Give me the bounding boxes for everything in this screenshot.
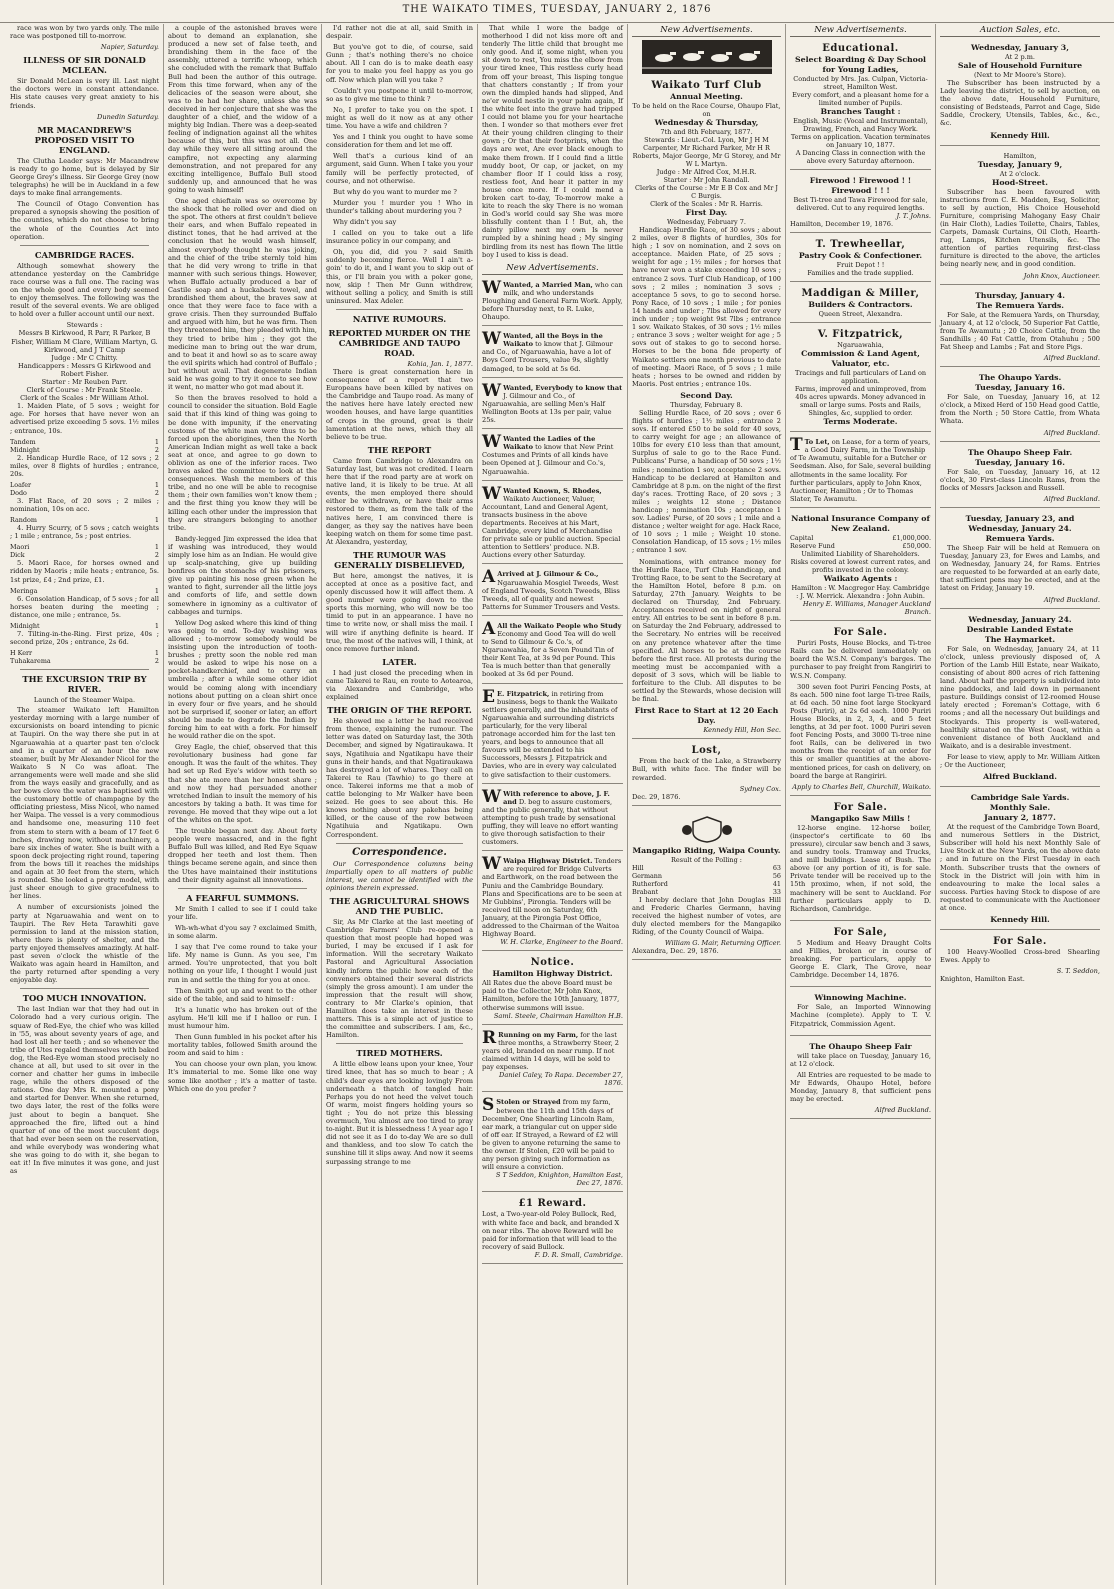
article-text: The Clutha Leader says: Mr Macandrew is ready to go home, but is delayed by Sir George Grey's illness. Sir George Grey (now telegraphs) he will be in Auckland in a few days to make final arrangements. [10, 156, 159, 198]
race-entry: 6. Consolation Handicap, of 5 sovs ; for all horses beaten during the meeting ; distance, one mile ; entrance, 5s. [10, 594, 159, 619]
firewood-advertisement: Firewood ! Firewood ! ! Firewood ! ! ! Best Ti-tree and Tawa Firewood for sale, delivered. Cut to any required lengths. J. T. Johns. Hamilton, December 19, 1876. [790, 173, 931, 233]
divider [178, 888, 307, 889]
headline: THE AGRICULTURAL SHOWS AND THE PUBLIC. [329, 895, 470, 916]
auction-notice: Cambridge Sale Yards. Monthly Sale. January 2, 1877. At the request of the Cambridge Town Board, and numerous Settlers in the District, Subscriber will hold his next Monthly Sale of Live Stock at the New Yards, on the above date ; and in future on the First Tuesday in each Month. Subscriber trusts that the owners of Stock in the District will join with him in endeavouring to make the local sales a success. Parties having Stock to dispose of are requested to communicate with the Auctioneer at once. Kennedy Hill. [940, 790, 1100, 930]
starter: Starter : Mr Reuben Parr. [41, 378, 128, 386]
article-text: There is great consternation here in consequence of a report that two Europeans have been killed by natives on the Cambridge and Taupo road. As many of the natives here have lately erected new wooden houses, and have large quantities of crops in the ground, great is their lamentation at the news, which they all believe to be true. [326, 368, 473, 441]
headline: CAMBRIDGE RACES. [34, 249, 135, 260]
auction-notice: Tuesday, January 23, and Wednesday, January 24. Remuera Yards. The Sheep Fair will be held at Remuera on Tuesday, January 23, for Ewes and Lambs, and on Wednesday, January 24, for Rams. Entries are requested to be forwarded at an early date, that sufficient pens may be erected, and at the latest on Friday, January 19. Alfred Buckland. [940, 511, 1100, 609]
divider [336, 1043, 463, 1044]
article-text: But you've got to die, of course, said Gunn ; that's nothing there's no choice about. All I can do is to make death easy for you to make you feel happy as you go off. Now which plan will you take ? [326, 43, 473, 84]
article-text: I'd rather not die at all, said Smith in despair. [326, 24, 473, 41]
article-text: Yellow Dog asked where this kind of thing was going to end. To-day washing was allowed ; to-morrow somebody would be insisting upon the introduction of tooth-brushes ; pretty soon the noble red man would be asked to wipe his nose on a pocket-handkerchief, and to carry an umbrella ; after a while some other idiot would be coming along with incendiary notions about putting on a clean shirt once in every four or five years, and he should not be surprised if, sooner or later, an effort should be made to degrade the Indian by forcing him to eat with a fork. For himself he would rather die on the spot. [168, 618, 317, 741]
article-text: I called on you to take out a life insurance policy in our company, and [326, 229, 473, 246]
subheadline: Launch of the Steamer Waipa. [33, 696, 136, 705]
race-entry: 5. Maori Race, for horses owned and ridden by Maoris ; mile heats ; entrance, 5s. 1st prize, £4 ; 2nd prize, £1. [10, 559, 159, 584]
article-text: Well that's a curious kind of an argument, said Gunn. When I take you your family will be perfectly protected, of course, and not otherwise. [326, 152, 473, 185]
election-notice: Mangapiko Riding, Waipa County. Result of the Polling : Hill 63 Germann 56 Rutherford 41 Brabant 33 I hereby declare that John Douglas Hill and Frederic Charles Germann, having received the highest number of votes, are duly elected members for the Mangapiko Riding, of the County Council of Waipa. William G. Mair, Returning Officer. Alexandra, Dec. 29, 1876. [632, 809, 781, 961]
divider [20, 988, 149, 989]
headline: THE EXCURSION TRIP BY RIVER. [22, 674, 147, 695]
race-entry: 3. Flat Race, of 20 sovs ; 2 miles ; nomination, 10s on acc. [10, 496, 159, 514]
dateline: Dunedin Saturday. [97, 112, 159, 121]
article-text: Then Gunn fumbled in his pocket after his mortality tables, followed Smith around the room and said to him : [168, 1033, 317, 1058]
to-let-advertisement: T To Let, on Lease, for a term of years, a Good Dairy Farm, in the Township of Te Awamutu, suitable for a Butcher or Seedsman. Also, for Sale, several building allotments in the same locality. For further particulars, apply to John Knox, Auctioneer, Hamilton ; Or to Thomas Slater, Te Awamutu. [790, 435, 931, 508]
subheadline: THE ORIGIN OF THE REPORT. [327, 705, 472, 716]
handicappers: Handicappers : Messrs G Kirkwood and Robert Fisher. [17, 361, 152, 378]
article-text: Grey Eagle, the chief, observed that this revolutionary business had gone far enough. It was the fault of the whites. They had set up Red Eye's widow with teeth so that she ate more than her honest share ; and now they had persuaded another wretched Indian to insult the memory of his ancestors by taking a bath. It was time for revenge. He moved that they wipe out a lot of the whites on the spot. [168, 743, 317, 824]
article-text: The Council of Otago Convention has prepared a synopsis showing the position of the counties, which do not choose to bring the whole of the Counties Act into operation. [10, 200, 159, 241]
divider [20, 669, 149, 670]
headline: ILLNESS OF SIR DONALD MCLEAN. [23, 55, 146, 76]
colts-advertisement: For Sale, 5 Medium and Heavy Draught Colts and Fillies, broken or in course of breaking. For particulars, apply to George E. Clark, The Grove, near Cambridge. December 14, 1876. [790, 924, 931, 987]
winnowing-machine-advertisement: Winnowing Machine. For Sale, an Imported Winnowing Machine (complete). Apply to T. V. Fitzpatrick, Commission Agent. [790, 990, 931, 1035]
divider [336, 309, 463, 310]
article-text: Although somewhat showery the attendance yesterday on the Cambridge race course was a full one. The racing was on the whole good and every body seemed to enjoy themselves. The following was the result of the several events. We are obliged to hold over a fuller account until our next. [10, 261, 159, 319]
officials-heading: Stewards : [66, 321, 103, 330]
article-text: It's a lunatic who has broken out of the asylum. He'll kill me if I halloo or run. I must humour him. [168, 1005, 317, 1030]
advertisement: W Wanted, all the Boys in the Waikato to know that J. Gilmour and Co., of Ngaruawahia, have a lot of Boys Cord Trousers, value 9s, slightly damaged, to be sold at 5s 6d. [482, 329, 623, 377]
correspondence-heading: Correspondence. [352, 846, 447, 858]
land-agent-advertisement: V. Fitzpatrick, Ngaruawahia, Commission & Land Agent, Valuator, etc. Tracings and full particulars of Land on application. Farms, improved and unimproved, from 40s acres upwards. Money advanced in small or large sums. Posts and Rails, Shingles, &c, supplied to order. Terms Moderate. [790, 326, 931, 432]
article-text: But why do you want to murder me ? [333, 187, 457, 196]
article-text: You can choose your own plan, you know. It's immaterial to me. Some like one way some like another ; it's a matter of taste. Which one do you prefer ? [168, 1060, 317, 1093]
article-text: Oh, you did, did you ? said Smith suddenly becoming fierce. Well I ain't a-goin' to do it, and I want you to skip out of this, or I'll brain you with a poker gone, now, skip ! Then Mr Gunn withdrew, without selling a policy, and Smith is still uninsured. Max Adeler. [326, 248, 473, 305]
advertisement: W Wanted the Ladies of the Waikato to know that New Print Costumes and Prints of all kinds have been Opened at J. Gilmour and Co.'s, Ngaruawahia. [482, 432, 623, 480]
race-result: Midnight 1 [10, 621, 159, 630]
poll-row: Rutherford 41 [632, 879, 781, 888]
turf-club-advertisement: Waikato Turf Club Annual Meeting. To be held on the Race Course, Ohaupo Flat, on Wednesday & Thursday, 7th and 8th February, 1877. Stewards : Lieut.-Col. Lyon, Mr J H M Carpenter, Mr Richard Parker, Mr H R Roberts, Major George, Mr G Storey, and Mr W L Martyn. Judge : Mr Alfred Cox, M.H.R. Starter : Mr John Randall. Clerks of the Course : Mr E B Cox and Mr J C Burgis. Clerk of the Scales : Mr R. Harris. First Day. Wednesday, February 7. Handicap Hurdle Race, of 30 sovs ; about 2 miles, over 8 flights of hurdles, 30s for high ; 1 sov on nomination, and 2 sovs on acceptance. Maiden Plate, of 25 sovs ; weight for age ; 1½ miles ; for horses that have never won a stake exceeding 10 sovs ; entrance 2 sovs. Turf Club Handicap, of 100 sovs ; 2 miles ; nomination 3 sovs ; acceptance 5 sovs, to go to second horse. Pony Race, of 10 sovs ; 1 mile ; for ponies 14 hands and under ; 7lbs allowed for every inch under ; top weight 9st 7lbs ; entrance 1 sov. Waikato Stakes, of 30 sovs ; 1½ miles ; entrance 3 sovs ; welter weight for age ; 5 sovs out of stakes to go to second horse. Horses to be the bona fide property of Waikato settlers one month previous to date of meeting. Maori Race, of 5 sovs ; 1 mile heats ; horses to be owned and ridden by Maoris. Post entries ; entrance 10s. Second Day. Thursday, February 8. Selling Hurdle Race, of 20 sovs ; over 6 flights of hurdles ; 1½ miles ; entrance 2 sovs. If entered £50 to be sold for 40 sovs, to carry weight for age ; an allowance of 10lbs for every £10 less than that amount, Surplus of sale to go to the Race Fund. Publicans' Purse, a handicap of 50 sovs ; 1½ miles ; nomination 1 sov, acceptance 2 sovs. Handicap to be declared at Hamilton and Cambridge at 8 p.m. on the night of the first day's races. Trotting Race, of 20 sovs ; 3 miles ; weights 12 stone ; Distance handicap ; nomination 10s ; acceptance 1 sov. Ladies' Purse, of 20 sovs ; 1 mile and a distance ; welter weight for age. Hack Race, of 10 sovs ; 1 mile ; Weight 10 stone. Consolation Handicap, of 15 sovs ; 1½ miles ; entrance 1 sov. Nominations, with entrance money for the Hurdle Race, Turf Club Handicap, and Trotting Race, to be sent to the Secretary at the Hamilton Hotel, before 8 p.m. on Saturday, 27th January. Weights to be declared on Thursday, 2nd February. Acceptances received on night of general entry. All entries to be sent in before 8 p.m. on Saturday the 2nd February, addressed to the Secretary. No entries will be received on any pretence whatever after the time specified. All horses to be at the course before the first race. All protests during the meeting must be accompanied with a deposit of 3 sovs, which will be liable to forfeiture to the Club. All disputes to be settled by the Stewards, whose decision will be final. First Race to Start at 12 20 Each Day. Kennedy Hill, Hon Sec. [632, 77, 781, 739]
article-text: The trouble began next day. About forty people were massacred, and in the fight Buffalo Bull was killed, and Red Eye Squaw dropped her teeth and lost them. Then things became serene again, and since then the Utes have maintained their institutions and their dignity against all innovations. [168, 827, 317, 884]
race-result: Meringa 1 [10, 586, 159, 595]
race-result: Maori 1 [10, 543, 159, 552]
article-text: One aged chieftain was so overcome by the shock that he rolled over and died on the spot. The others at first couldn't believe their ears, and when Buffalo repeated in distinct tones, that he had arrived at the conclusion that he would wash himself, almost everybody thought he was joking, and the chief of the tribe sternly told him that he did very wrong to trifle in that manner with such serious things. However, when Buffalo actually produced a bar of Castile soap and a huckaback towel, and brandished them about, the braves saw at once that they were face to face with a grave crisis. Then they surrounded Buffalo and argued with him, but he was firm. Then they threatened him, they pleaded with him, they tried to bribe him ; they got the medicine man to bring out the war drum, and to beat it and howl so as to scare away the evil spirits which had control of Buffalo ; but without avail. That degenerate Indian said he was going to try it once to see how it went, no matter who got mad about it. [168, 196, 317, 392]
insurance-advertisement: National Insurance Company of New Zealand. Capital £1,000,000. Reserve Fund £50,000. Unlimited Liability of Shareholders. Risks covered at lowest current rates, and profits invested in the colony. Waikato Agents : Hamilton : W. Macgregor Hay. Cambridge : J. W. Merrick. Alexandra : John Aubin. Henry E. Williams, Manager Auckland Branch. [790, 511, 931, 621]
article-text: Wh-wh-what d'you say ? exclaimed Smith, in some alarm. [168, 923, 317, 941]
article-text: Bandy-legged Jim expressed the idea that if washing was introduced, they would simply lose him as an Indian. He would give up scalp-snatching, give up building bonfires on the stomachs of his prisoners, give up painting his nose green when he wanted to fight, surrender all the little joys and comforts of life, and settle down somewhere in ignominy as a cultivator of cabbages and turnips. [168, 534, 317, 616]
saw-mill-advertisement: For Sale. Mangapiko Saw Mills ! 12-horse engine. 12-horse boiler, (inspector's certificate to 60 lbs pressure), circular saw bench and 3 saws, and sundry tools. Tramway and Trucks, and mill buildings. Lease of Bush. The above (or any portion of it), is for sale. Private tender will be received up to the 15th proximo, when, if not sold, the machinery will be sent to Auckland. For further particulars apply to D. Richardson, Cambridge. [790, 799, 931, 921]
race-result: Dick 2 [10, 551, 159, 560]
article-text: Couldn't you postpone it until to-morrow, so as to give me time to think ? [326, 86, 473, 103]
advertisement: A Arrived at J. Gilmour & Co., Ngaruawahia Mosgiel Tweeds, West of England Tweeds, Scotch Tweeds, Bliss Tweeds, all of quality and newest Patterns for Summer Trousers and Vests. [482, 567, 623, 615]
headline: MR MACANDREW'S PROPOSED VISIT TO ENGLAND. [34, 124, 135, 155]
auction-notice: The Ohaupo Yards. Tuesday, January 16. For Sale, on Tuesday, January 16, at 12 o'clock, a Mixed Herd of 150 Head good Cattle, from the North ; 50 Store Cattle, from Whata Whata. Alfred Buckland. [940, 370, 1100, 441]
divider [336, 843, 463, 844]
poem-text: That while I wore the badge of motherhood I did not kiss more oft and tenderly The little child that brought me only good. And if, some night, when you sit down to rest, You miss the elbow from your tired knee, This restless curly head from off your breast, This lisping tongue that chatters constantly ; If from your own the dimpled hands had slipped, And ne'er would nestle in your palm again, If the white feet into the grave had tripped I could not blame you for your heartache then. I wonder so that mothers ever fret At their young children clinging to their gown ; Or that their footprints, when the days are wet, Are ever black enough to make them frown. If I could find a little muddy boot, Or cap, or jacket, on my chamber floor If I could kiss a rosy, restless foot, And hear it patter in my house once more. If I could mend a broken cart to-day, To-morrow make a kite to reach the sky There is no woman in God's world could say She was more blissfully content than I ! But, ah, the dainty pillow next my own Is never rumpled by a shining head ; My singing birdling from its nest has flown The little boy I used to kiss is dead. [482, 24, 623, 259]
headline: TIRED MOTHERS. [356, 1048, 443, 1059]
advertisement: S Stolen or Strayed from my farm, between the 11th and 15th days of December, One Shearling Lincoln Ram, ear mark, a triangular cut on upper side of off ear. If Strayed, a Reward of £2 will be given to anyone returning the same to the owner. If Stolen, £20 will be paid to any person giving such information as will ensure a conviction. S T Seddon, Knighton, Hamilton East, Dec 27, 1876. [482, 1095, 623, 1192]
subheadline: LATER. [382, 656, 417, 667]
auction-notice: Wednesday, January 24. Desirable Landed Estate The Haymarket. For Sale, on Wednesday, January 24, at 11 o'clock, unless previously disposed of, A Portion of the Lamb Hill Estate, near Waikato, consisting of about 800 acres of rich fattening land. About half the property is subdivided into nine paddocks, and laid down in permanent pasture. Buildings consist of 12-roomed House lately erected ; Foreman's Cottage, with 6 rooms ; and all the necessary Out buildings and Stockyards. This property is well-watered, healthily situated on the West Coast, within a convenient distance of both Auckland and Waikato, and is a desirable investment. For lease to view, apply to Mr. William Aitken ; Or the Auctioneer, Alfred Buckland. [940, 612, 1100, 787]
article-text: But here, amongst the natives, it is accepted at once as a positive fact, and openly discussed how it will affect them. A good number were going down to the sports this morning, who will now be too timid to put in an appearance. I have no time to write now, or shall miss the mail. I will wire if anything definite is heard. If true, the most of the natives will, I think, at once remove further inland. [326, 571, 473, 653]
article-text: No, I prefer to take you on the spot. I might as well do it now as at any other time. You have a wife and children ? [326, 105, 473, 131]
column-4 [478, 24, 628, 1585]
article-text: Murder you ! murder you ! Who in thunder's talking about murdering you ? [326, 198, 473, 215]
column-6 [786, 24, 936, 1585]
column-2 [164, 24, 322, 1585]
dateline: Kohia, Jan. 1, 1877. [407, 359, 473, 368]
race-result: Tandem 1 [10, 437, 159, 446]
headline: NATIVE RUMOURS. [352, 313, 447, 324]
advertisement: Notice. Hamilton Highway District. All Rates due the above Board must be paid to the Collector, Mr John Knox, Hamilton, before the 10th January, 1877, otherwise summons will issue. Saml. Steele, Chairman Hamilton H.B. [482, 954, 623, 1024]
race-entry: 4. Hurry Scurry, of 5 sovs ; catch weights ; 1 mile ; entrance, 5s ; post entries. [10, 524, 159, 541]
clerk-of-scales: Clerk of the Scales : Mr William Athol. [20, 394, 149, 403]
poll-row: Brabant 33 [632, 887, 781, 896]
school-advertisement: Educational. Select Boarding & Day School for Young Ladies, Conducted by Mrs. Jas. Culpan, Victoria-street, Hamilton West. Every comfort, and a pleasant home for a limited number of Pupils. Branches Taught : English, Music (Vocal and Instrumental), Drawing, French, and Fancy Work. Terms on application. Vacation terminates on January 10, 1877. A Dancing Class in connection with the above every Saturday afternoon. [790, 40, 931, 170]
confectioner-advertisement: T. Trewheellar, Pastry Cook & Confectioner. Fruit Depot ! ! Families and the trade supplied. [790, 236, 931, 282]
column-5 [628, 24, 786, 1585]
race-result: H Kerr 1 [10, 649, 159, 658]
race-entry: 2. Handicap Hurdle Race, of 12 sovs ; 2 miles, over 8 flights of hurdles ; entrance, 20s. [10, 453, 159, 478]
race-result: Midnight 2 [10, 445, 159, 454]
article-text: He showed me a letter he had received from thence, explaining the rumour. The letter was dated on Saturday last, the 30th December, and signed by Ngatiraukawa. It says, Ngatihuia and Ngatikapu have their guns in their hands, and that Ngatiraukawa has destroyed a lot of whares. They call on Takerei te Rau (Tawhio) to go there at once. Takerei informs me that a mob of cattle belonging to Mr Walker have been seized. He goes to see about this. He knows nothing about any pakehas being killed, or the cause of the row between Ngatihuia and Ngatikapu. Own Correspondent. [326, 717, 473, 839]
advertisement: A All the Waikato People who Study Economy and Good Tea will do well to Send to Gilmour & Co.'s, of Ngaruawahia, for a Seven Pound Tin of their Kent Tea, at 3s 9d per Pound. This Tea is much better than that generally booked at 3s 6d per Pound. [482, 619, 623, 684]
race-entry: 1. Maiden Plate, of 5 sovs ; weight for age. For horses that have never won an advertised prize exceeding 5 sovs. 1½ miles ; entrance, 10s. [10, 402, 159, 435]
race-result: Dodo 2 [10, 488, 159, 497]
column-1 [6, 24, 164, 1585]
section-heading: New Advertisements. [632, 24, 781, 37]
headline: TOO MUCH INNOVATION. [22, 993, 147, 1004]
headline: REPORTED MURDER ON THE CAMBRIDGE AND TAUPO ROAD. [328, 327, 471, 358]
advertisement: W Waipa Highway District. Tenders are required for Bridge Culverts and Earthwork, on the road between the Puniu and the Cambridge Boundary. Plans and Specifications are to be seen at Mr Gubbins', Pirongia. Tenders will be received till noon on Saturday, 6th January, at the Pirongia Post Office, addressed to the Chairman of the Waitoa Highway Board. W. H. Clarke, Engineer to the Board. [482, 854, 623, 951]
divider [20, 245, 149, 246]
race-entry: 7. Tilting-in-the-Ring. First prize, 40s ; second prize, 20s ; entrance, 2s 6d. [10, 629, 159, 646]
article-text: Yes and I think you ought to have some consideration for them and let me off. [326, 133, 473, 150]
coat-of-arms-icon [677, 814, 737, 844]
section-heading: New Advertisements. [790, 24, 931, 37]
editorial-note: Our Correspondence columns being impartially open to all matters of public interest, we cannot be identified with the opinions therein expressed. [326, 859, 473, 892]
poem-text: A little elbow leans upon your knee, Your tired knee, that has so much to bear ; A child's dear eyes are looking lovingly From underneath a thatch of tangled hair. Perhaps you do not heed the velvet touch Of warm, moist fingers holding yours so tight ; You do not prize this blessing overmuch, You almost are too tired to pray to-night. But it is blessedness ! A year ago I did not see it as I do to-day We are so dull and thankless, and too slow To catch the sunshine till it slips away. And now it seems surpassing strange to me [326, 1060, 473, 1166]
poll-row: Germann 56 [632, 871, 781, 880]
poll-row: Hill 63 [632, 863, 781, 872]
article-text: Why didn't you say [333, 217, 397, 226]
article-text: I had just closed the preceding when in came Takerei te Rau, en route to Aotearoa, via Alexandra and Cambridge, who explained [326, 668, 473, 702]
masthead: THE WAIKATO TIMES, TUESDAY, JANUARY 2, 1876 [0, 0, 1114, 23]
auction-notice: Hamilton, Tuesday, January 9, At 2 o'clock. Hood-Street. Subscriber has been favoured with instructions from C. E. Madden, Esq, Solicitor, to sell by auction, His Choice Household Furniture, comprising Mahogany Easy Chair (in Hair Cloth), Ladies Toilette, Chairs, Tables, Carpets, Damask Curtains, Oil Cloth, Hearth-rug, Lamps, Kitchen Utensils, &c. The attention of parties requiring first-class furniture is directed to the above, the articles being nearly new, and in good condition. John Knox, Auctioneer. [940, 149, 1100, 285]
race-result: Random 1 [10, 516, 159, 525]
subheadline: THE RUMOUR WAS GENERALLY DISBELIEVED, [334, 549, 465, 570]
race-result: Tuhakarema 2 [10, 657, 159, 666]
article-text: So then the braves resolved to hold a council to consider the situation. Bold Eagle said that if this kind of thing was going to be done with impunity, if the enervating customs of the white man were thus to be forced upon the aborigines, then the North American Indian might as well take a back seat at once, and agree to go down to oblivion as one of the inferior races. Two braves asked the committee to look at the consequences. Wash the members of this tribe, and no one will be able to recognise them ; their own families won't know them ; and the first thing you know they will be killing each other under the impression that they are strangers belonging to another tribe. [168, 394, 317, 532]
advertisement: R Running on my Farm, for the last three months, a Strawberry Steer, 2 years old, branded on near rump. If not claimed within 14 days, will be sold to pay expenses. Daniel Caley, To Rapa. December 27, 1876. [482, 1028, 623, 1093]
builders-advertisement: Maddigan & Miller, Builders & Contractors. Queen Street, Alexandra. [790, 285, 931, 323]
article-text: a couple of the astonished braves were about to demand an explanation, she produced a new set of false teeth, and brandishing them in the face of the assembly, uttered a terrific whoop, which she concluded with the remark that Buffalo Bull had been the author of this outrage. From this time forward, when any of the delicacies of the season were about, she was to be had her share, unless she was deceived in her conjecture that she was the daughter of a chief, and the widow of a mighty big Indian. There was a deep-seated feeling of indignation against all the whites because of this, but this was not all. One day while they were all sitting around the campfire, not expecting any alarming demonstration, and not prepared for any exciting intelligence, Buffalo Bull stood suddenly up, and announced that he was going to wash himself! [168, 24, 317, 194]
column-3 [322, 24, 478, 1585]
article-text: I say that I've come round to take your life. My name is Gunn. As you see, I'm armed. You're unprotected, that you bolt nothing on your life, I thought I would just run in and settle the thing for you at once. [168, 943, 317, 984]
lost-advertisement: Lost, From the back of the Lake, a Strawberry Bull, with white face. The finder will be rewarded. Sydney Cox. Dec. 29, 1876. [632, 742, 781, 805]
auction-notice: For Sale. 100 Heavy-Woolled Cross-bred Shearling Ewes. Apply to S. T. Seddon, Knighton, Hamilton East. [940, 936, 1100, 984]
section-heading: New Advertisements. [482, 262, 623, 275]
auction-notice: The Ohaupo Sheep Fair. Tuesday, January 16. For Sale, on Tuesday, January 16, at 12 o'clock, 30 First-class Lincoln Rams, from the flocks of Messrs Jackson and Russell. Alfred Buckland. [940, 445, 1100, 508]
letter-text: Sir, As Mr Clarke at the last meeting of Cambridge Farmers' Club re-opened a question that most people had hoped was buried, I may be excused if I ask for information. Will the secretary Waikato Pastoral and Agricultural Association kindly inform the public how each of the conveners obtained their several districts (simply the gross amount). I am under the impression that the result will show, contrary to Mr Clarke's opinion, that Hamilton does take an interest in these matters. This is a simple act of justice to the committee and subscribers. I am, &c., Hamilton. [326, 917, 473, 1040]
article-text: The last Indian war that they had out in Colorado had a very curious origin. The squaw of Red-Eye, the chief who was killed in '55, was about seventy years of age, and had lost all her teeth ; and so whenever the tribe of Utes regaled themselves with baked dog, the Red-Eye woman stood precisely no chance at all, but used to sit over in the corner and chatter her gums in imbecile rage, while the others disposed of the rations. One day Mrs R. mounted a pony and started for Denver. When she returned, two days later, the rest of the folks were just about to begin a banquet. She approached the fire, lifted out a hind quarter of one of the most succulent dogs that had ever been seen on the reservation, and while everybody was wondering what she was going to do with it, she began to eat it! In five minutes it was gone, and just as [10, 1005, 159, 1176]
for-sale-posts-advertisement: For Sale. Puriri Posts, House Blocks, and Ti-tree Rails can be delivered immediately on board the W.S.N. Company's barges. The purchaser to pay freight from Rangiriri to W.S.N. Company. 300 seven foot Puriri Fencing Posts, at 8s each. 500 nine foot large Ti-tree Rails, at 6d each. 50 nine foot large Stockyard Posts (Puriri), at 2s 6d each. 1000 Puriri House Blocks, in 2, 3, 4, and 5 feet lengths, at 3d per foot. 1000 Puriri seven foot Fencing Posts, and 3000 Ti-tree nine foot Rails, can be delivered in two months from the receipt of an order for this or smaller quantities at the above-mentioned prices, for cash on delivery, on board the barge at Rangiriri. Apply to Charles Bell, Churchill, Waikato. [790, 624, 931, 796]
auction-notice: Wednesday, January 3, At 2 p.m. Sale of Household Furniture (Next to Mr Moore's Store). The Subscriber has been instructed by a Lady leaving the district, to sell by auction, on the above date, Household Furniture, consisting of Bedsteads, Parrot and Cage, Side Saddle, Crockery, Utensils, Tables, &c., &c., &c. Kennedy Hill. [940, 40, 1100, 146]
judge: Judge : Mr C Chitty. [51, 353, 118, 362]
advertisement: £1 Reward. Lost, a Two-year-old Poley Bullock, Red, with white face and back, and branded X on near ribs. The above Reward will be paid for information that will lead to the recovery of said Bullock. F. D. R. Small, Cambridge. [482, 1195, 623, 1264]
clerk-of-course: Clerk of Course : Mr Frank Steele. [26, 386, 143, 395]
article-text: The steamer Waikato left Hamilton yesterday morning with a large number of excursionists on board intending to picnic at Taupiri. On the way there she put in at Ngaruawahia at a quarter past ten o'clock and in a quarter of an hour the new steamer, built by Mr Alexander Nicol for the Waikato S N Co was afloat. The arrangements were well made and she slid from the ways easily and gracefully, and as her bows clove the water was baptised with the customary bottle of champagne by the officiating priestess, Miss Nicol, who named her Waipa. The vessel is a very commodious and handsome one, measuring 110 feet from stem to stern with a beam of 17 feet 6 inches, drawing now, without machinery, a bare six inches of water. She is built with a spoon deck projecting right round, tapering from the bows till it reaches the midships and again at 30 feet from the stern, which is rounded. She looked a pretty model, with just sheer enough to give gracefulness to her lines. [10, 706, 159, 901]
article-text: Then Smith got up and went to the other side of the table, and said to himself : [168, 986, 317, 1003]
column-7 [936, 24, 1104, 1585]
article-text: A number of excursionists joined the party at Ngaruawahia and went on to Taupiri. The Rev Heta Tarawhiti gave permission to land at the mission station, where there is plenty of shelter, and the party enjoyed themselves amazingly. At half-past seven o'clock the whistle of the Waikato was again heard in Hamilton, and the party returned after spending a very enjoyable day. [10, 903, 159, 985]
officials: Messrs B Kirkwood, R Parr, R Parker, B Fisher, William M Clare, William Martyn, G. Kirkwood, and J T Camp [11, 329, 158, 354]
sheep-fair-notice: The Ohaupo Sheep Fair will take place on Tuesday, January 16, at 12 o'clock. All Entries are requested to be made to Mr Edwards, Ohaupo Hotel, before Monday, January 8, that sufficient pens may be erected. Alfred Buckland. [790, 1039, 931, 1120]
article-text: Mr Smith I called to see if I could take your life. [168, 904, 317, 921]
poll-results [632, 864, 781, 896]
race-result: Loafer 1 [10, 480, 159, 489]
headline: A FEARFUL SUMMONS. [186, 892, 299, 903]
advertisement: E E. Fitzpatrick, in retiring from business, begs to thank the Waikato settlers generally, and the inhabitants of Ngaruawahia and surrounding districts particularly, for the very liberal patronage accorded him for the last ten years, and begs to announce that all favours will be extended to his Successors, Messrs J. Fitzpatrick and Davies, who are in every way calculated to give satisfaction to their customers. [482, 687, 623, 784]
advertisement: W Wanted Known, S. Rhodes, Waikato Auctioneer, Valuer, Accountant, Land and General Agent, transacts business in the above departments. Receives at his Mart, Cambridge, every kind of Merchandise for private sale or public auction. Special attention to Settlers' produce. N.B. Auctions every other Saturday. [482, 484, 623, 565]
racehorse-banner-icon [642, 40, 772, 74]
subheadline: THE REPORT [367, 444, 432, 455]
article-text: Came from Cambridge to Alexandra on Saturday last, but was not credited. I learn here that if the road party are at work on native land, it is likely to be true. At all events, the men employed there should either be withdrawn, or have their arms restored to them, as from the talk of the natives here, I am convinced there is danger, as they say the natives have been keeping watch on them for some time past. At Alexandra, yesterday, [326, 456, 473, 546]
advertisement: W With reference to above, J. F. and D. beg to assure customers, and the public generally, that without attempting to push trade by sensational puffing, they will leave no effort wanting to give thorough satisfaction to their customers. [482, 787, 623, 852]
advertisement: W Wanted, a Married Man, who can milk, and who understands Ploughing and General Farm Work. Apply, before Thursday next, to R. Luke, Ohaupo. [482, 278, 623, 326]
auction-notice: Thursday, January 4. The Remuera Yards. For Sale, at the Remuera Yards, on Thursday, January 4, at 12 o'clock, 50 Superior Fat Cattle, from Te Awamutu ; 20 Choice Cattle, from the Sandhills ; 40 Fat Cattle, from Otahuhu ; 500 Fat Sheep and Lambs ; Fat and Store Pigs. Alfred Buckland. [940, 288, 1100, 368]
advertisement: W Wanted, Everybody to know that J. Gilmour and Co., of Ngaruawahia, are selling Men's Half Wellington Boots at 13s per pair, value 25s. [482, 381, 623, 429]
section-heading: Auction Sales, etc. [940, 24, 1100, 37]
article-text: Sir Donald McLean is very ill. Last night the doctors were in constant attendance. His state causes very great anxiety to his friends. [10, 77, 159, 110]
article-text: race was won by two yards only. The mile race was postponed till to-morrow. [10, 24, 159, 41]
columns [6, 24, 1108, 1585]
dateline: Napier, Saturday. [100, 43, 159, 52]
